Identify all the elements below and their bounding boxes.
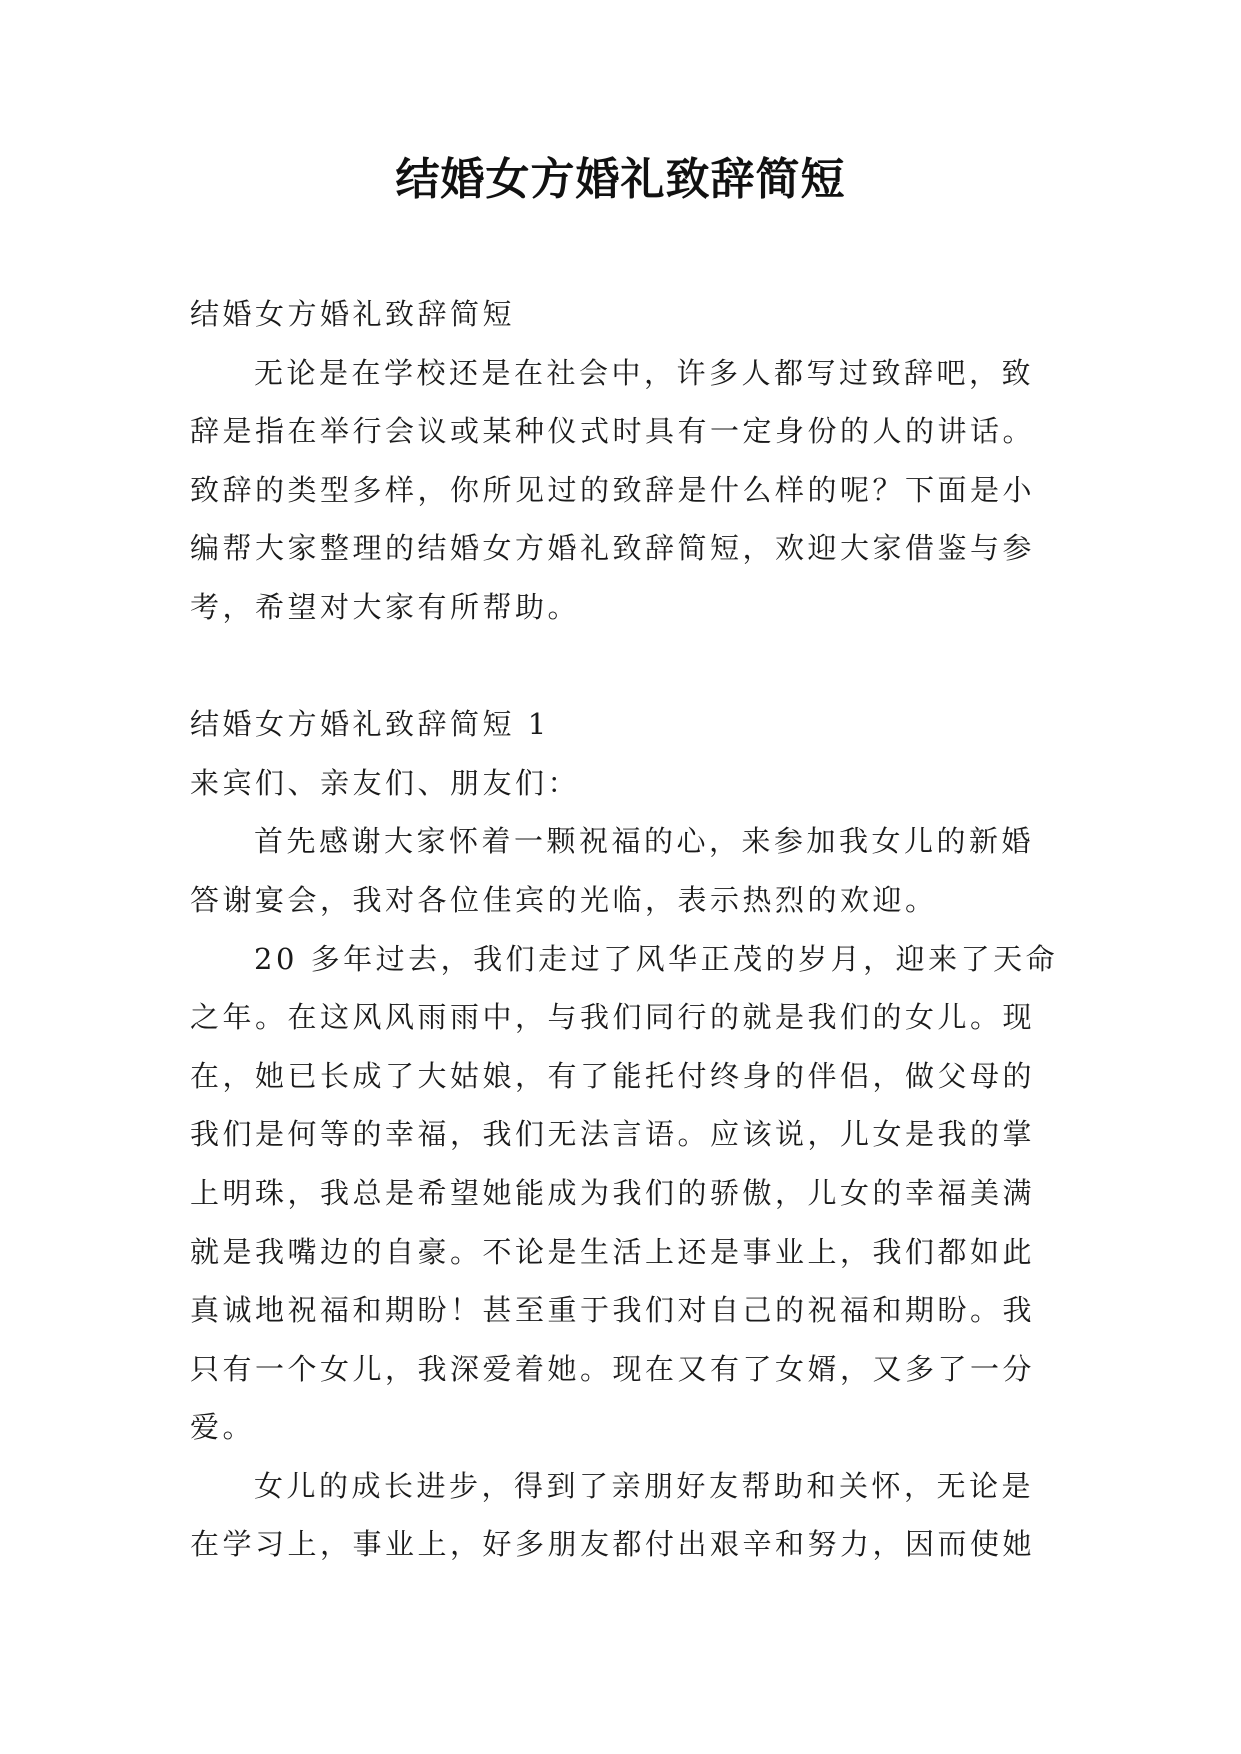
paragraph-line: 首先感谢大家怀着一颗祝福的心，来参加我女儿的新婚 bbox=[254, 824, 1035, 859]
paragraph-line: 只有一个女儿，我深爱着她。现在又有了女婿，又多了一分 bbox=[190, 1351, 1036, 1386]
paragraph-line: 无论是在学校还是在社会中，许多人都写过致辞吧，致 bbox=[254, 355, 1035, 390]
paragraph-line: 致辞的类型多样，你所见过的致辞是什么样的呢？下面是小 bbox=[190, 472, 1036, 507]
paragraph-line: 在学习上，事业上，好多朋友都付出艰辛和努力，因而使她 bbox=[190, 1527, 1036, 1562]
paragraph-line: 编帮大家整理的结婚女方婚礼致辞简短，欢迎大家借鉴与参 bbox=[190, 531, 1036, 566]
document-body bbox=[190, 285, 1070, 1574]
paragraph-line: 真诚地祝福和期盼！甚至重于我们对自己的祝福和期盼。我 bbox=[190, 1293, 1036, 1328]
section-heading: 结婚女方婚礼致辞简短 bbox=[190, 297, 516, 331]
paragraph-line: 我们是何等的幸福，我们无法言语。应该说，儿女是我的掌 bbox=[190, 1117, 1036, 1152]
paragraph-line: 考，希望对大家有所帮助。 bbox=[190, 589, 581, 624]
paragraph-line: 之年。在这风风雨雨中，与我们同行的就是我们的女儿。现 bbox=[190, 1000, 1036, 1035]
section-heading: 结婚女方婚礼致辞简短 1 bbox=[190, 707, 550, 742]
paragraph-line: 20 多年过去，我们走过了风华正茂的岁月，迎来了天命 bbox=[254, 941, 1059, 976]
paragraph-line: 就是我嘴边的自豪。不论是生活上还是事业上，我们都如此 bbox=[190, 1234, 1036, 1269]
paragraph-line: 爱。 bbox=[190, 1410, 256, 1445]
paragraph-line: 女儿的成长进步，得到了亲朋好友帮助和关怀，无论是 bbox=[254, 1468, 1035, 1503]
paragraph-line: 上明珠，我总是希望她能成为我们的骄傲，儿女的幸福美满 bbox=[190, 1175, 1036, 1210]
paragraph-line: 辞是指在举行会议或某种仪式时具有一定身份的人的讲话。 bbox=[190, 414, 1036, 449]
blank-line bbox=[190, 637, 1070, 696]
document-title: 结婚女方婚礼致辞简短 bbox=[395, 154, 846, 205]
paragraph-line: 答谢宴会，我对各位佳宾的光临，表示热烈的欢迎。 bbox=[190, 882, 938, 917]
salutation: 来宾们、亲友们、朋友们： bbox=[190, 765, 581, 800]
paragraph-line: 在，她已长成了大姑娘，有了能托付终身的伴侣，做父母的 bbox=[190, 1058, 1036, 1093]
